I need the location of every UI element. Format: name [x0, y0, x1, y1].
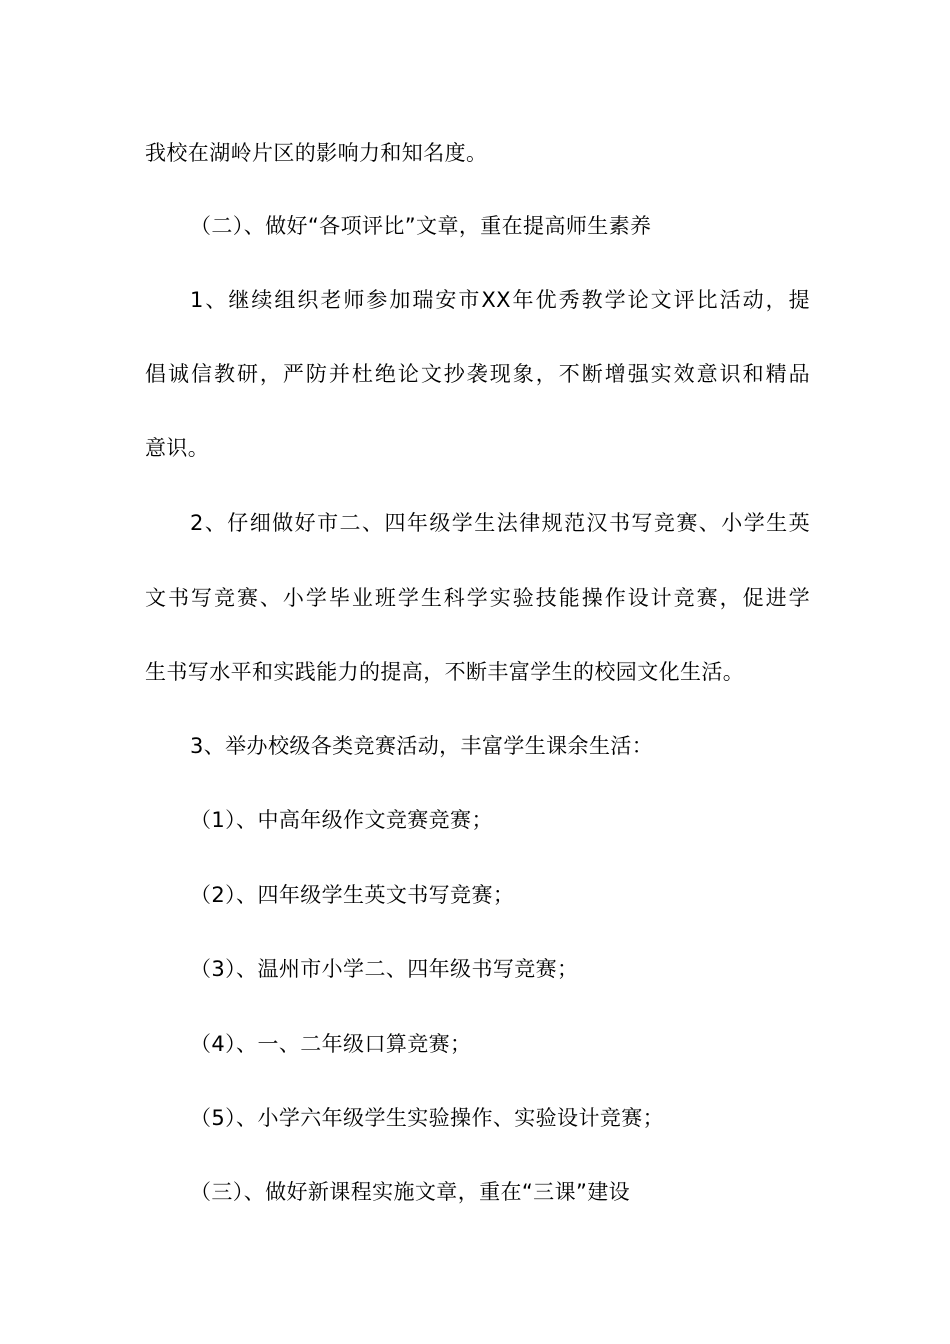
section-heading: （二）、做好“各项评比”文章，重在提高师生素养	[190, 214, 652, 238]
list-item: （3）、温州市小学二、四年级书写竞赛；	[190, 957, 579, 981]
paragraph-line: 我校在湖岭片区的影响力和知名度。	[145, 141, 488, 165]
list-item: （2）、四年级学生英文书写竞赛；	[190, 883, 515, 907]
section-heading: （三）、做好新课程实施文章，重在“三课”建设	[190, 1180, 631, 1204]
paragraph-line: 2、仔细做好市二、四年级学生法律规范汉书写竞赛、小学生英	[190, 511, 810, 535]
paragraph-line: 3、举办校级各类竞赛活动，丰富学生课余生活：	[190, 734, 654, 758]
paragraph-line: 意识。	[145, 436, 210, 460]
paragraph-line: 倡诚信教研，严防并杜绝论文抄袭现象，不断增强实效意识和精品	[145, 362, 810, 386]
paragraph-line: 生书写水平和实践能力的提高，不断丰富学生的校园文化生活。	[145, 660, 745, 684]
paragraph-line: 文书写竞赛、小学毕业班学生科学实验技能操作设计竞赛，促进学	[145, 586, 810, 610]
list-item: （4）、一、二年级口算竞赛；	[190, 1032, 472, 1056]
list-item: （1）、中高年级作文竞赛竞赛；	[190, 808, 493, 832]
list-item: （5）、小学六年级学生实验操作、实验设计竞赛；	[190, 1106, 665, 1130]
paragraph-line: 1、继续组织老师参加瑞安市XX年优秀教学论文评比活动，提	[190, 288, 810, 312]
